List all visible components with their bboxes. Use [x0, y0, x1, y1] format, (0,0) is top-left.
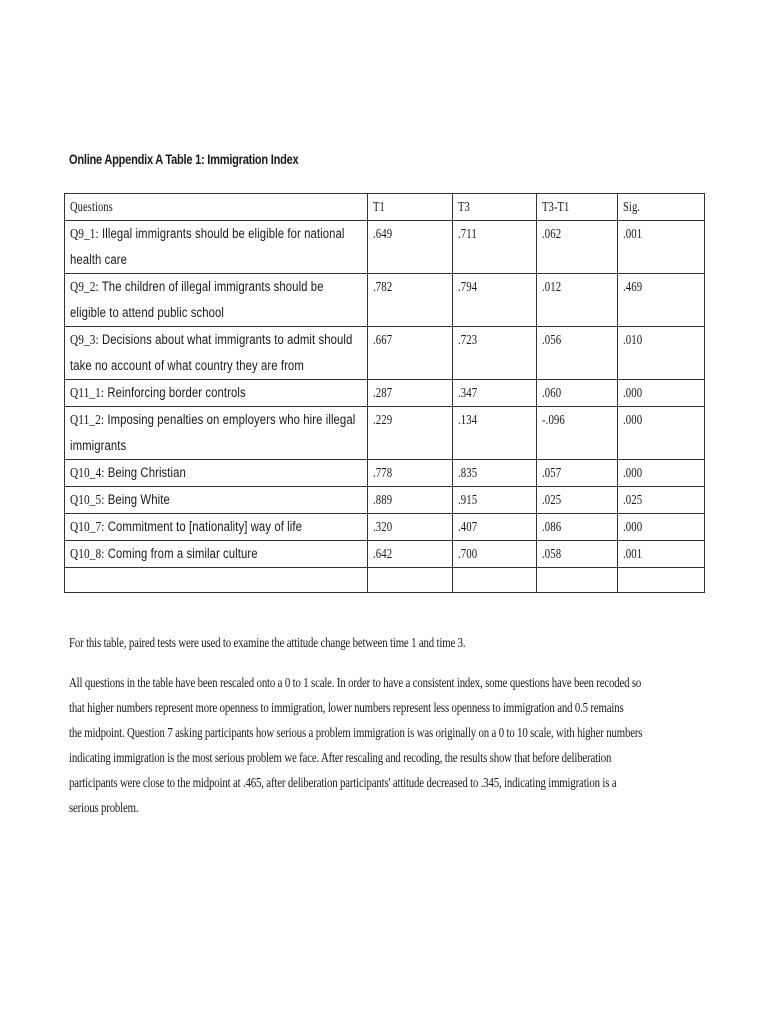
paragraph-line: participants were close to the midpoint at .465, after deliberation participants' attitude decreased to .345, indicating immigration is a	[69, 775, 617, 790]
diff-cell: .025	[537, 487, 618, 514]
empty-table-row	[65, 568, 705, 593]
table-title: Online Appendix A Table 1: Immigration Index	[69, 152, 299, 167]
header-questions: Questions	[65, 194, 368, 221]
empty-cell	[537, 568, 618, 593]
question-cell: Q10_5: Being White	[65, 487, 368, 514]
paragraph-line: All questions in the table have been rescaled onto a 0 to 1 scale. In order to have a consistent index, some questions have been recoded so	[69, 675, 642, 690]
question-cell: Q10_4: Being Christian	[65, 460, 368, 487]
sig-cell: .000	[618, 460, 705, 487]
empty-cell	[618, 568, 705, 593]
diff-cell: .060	[537, 380, 618, 407]
t3-cell: .347	[453, 380, 537, 407]
t1-cell: .778	[368, 460, 453, 487]
table-row	[65, 380, 705, 407]
t1-cell: .320	[368, 514, 453, 541]
t3-cell: .711	[453, 221, 537, 274]
sig-cell: .000	[618, 380, 705, 407]
question-cell: Q9_1: Illegal immigrants should be eligible for national health care	[65, 221, 368, 274]
table-row	[65, 460, 705, 487]
t3-cell: .407	[453, 514, 537, 541]
table-header-row	[65, 194, 705, 221]
t3-cell: .134	[453, 407, 537, 460]
t3-cell: .723	[453, 327, 537, 380]
question-cell: Q9_2: The children of illegal immigrants should be eligible to attend public school	[65, 274, 368, 327]
sig-cell: .000	[618, 407, 705, 460]
diff-cell: .057	[537, 460, 618, 487]
sig-cell: .001	[618, 221, 705, 274]
empty-cell	[65, 568, 368, 593]
diff-cell: .058	[537, 541, 618, 568]
t1-cell: .889	[368, 487, 453, 514]
table-row	[65, 221, 705, 274]
question-cell: Q10_8: Coming from a similar culture	[65, 541, 368, 568]
sig-cell: .469	[618, 274, 705, 327]
table-row	[65, 514, 705, 541]
question-cell: Q9_3: Decisions about what immigrants to admit should take no account of what country they are from	[65, 327, 368, 380]
table-row	[65, 487, 705, 514]
paragraph-line: serious problem.	[69, 800, 139, 815]
sig-cell: .010	[618, 327, 705, 380]
header-t3-t1: T3-T1	[537, 194, 618, 221]
sig-cell: .001	[618, 541, 705, 568]
t1-cell: .642	[368, 541, 453, 568]
t1-cell: .667	[368, 327, 453, 380]
sig-cell: .000	[618, 514, 705, 541]
t1-cell: .287	[368, 380, 453, 407]
diff-cell: -.096	[537, 407, 618, 460]
header-sig: Sig.	[618, 194, 705, 221]
empty-cell	[453, 568, 537, 593]
paragraph-line: the midpoint. Question 7 asking participants how serious a problem immigration is was originally on a 0 to 10 scale, with higher numbers	[69, 725, 643, 740]
t3-cell: .915	[453, 487, 537, 514]
diff-cell: .056	[537, 327, 618, 380]
paragraph-line: that higher numbers represent more openness to immigration, lower numbers represent less openness to immigration and 0.5 remains	[69, 700, 624, 715]
header-t1: T1	[368, 194, 453, 221]
paragraph-line: indicating immigration is the most serious problem we face. After rescaling and recoding, the results show that before deliberation	[69, 750, 612, 765]
t1-cell: .229	[368, 407, 453, 460]
paired-tests-note: For this table, paired tests were used to examine the attitude change between time 1 and time 3.	[69, 635, 466, 650]
t3-cell: .794	[453, 274, 537, 327]
t3-cell: .700	[453, 541, 537, 568]
question-cell: Q10_7: Commitment to [nationality] way of life	[65, 514, 368, 541]
question-cell: Q11_1: Reinforcing border controls	[65, 380, 368, 407]
t3-cell: .835	[453, 460, 537, 487]
diff-cell: .086	[537, 514, 618, 541]
header-t3: T3	[453, 194, 537, 221]
diff-cell: .012	[537, 274, 618, 327]
t1-cell: .649	[368, 221, 453, 274]
question-cell: Q11_2: Imposing penalties on employers who hire illegal immigrants	[65, 407, 368, 460]
sig-cell: .025	[618, 487, 705, 514]
table-row	[65, 541, 705, 568]
empty-cell	[368, 568, 453, 593]
t1-cell: .782	[368, 274, 453, 327]
table-row	[65, 274, 705, 327]
diff-cell: .062	[537, 221, 618, 274]
table-row	[65, 327, 705, 380]
immigration-index-table	[64, 193, 705, 593]
rescaling-explanation	[69, 670, 701, 820]
table-row	[65, 407, 705, 460]
